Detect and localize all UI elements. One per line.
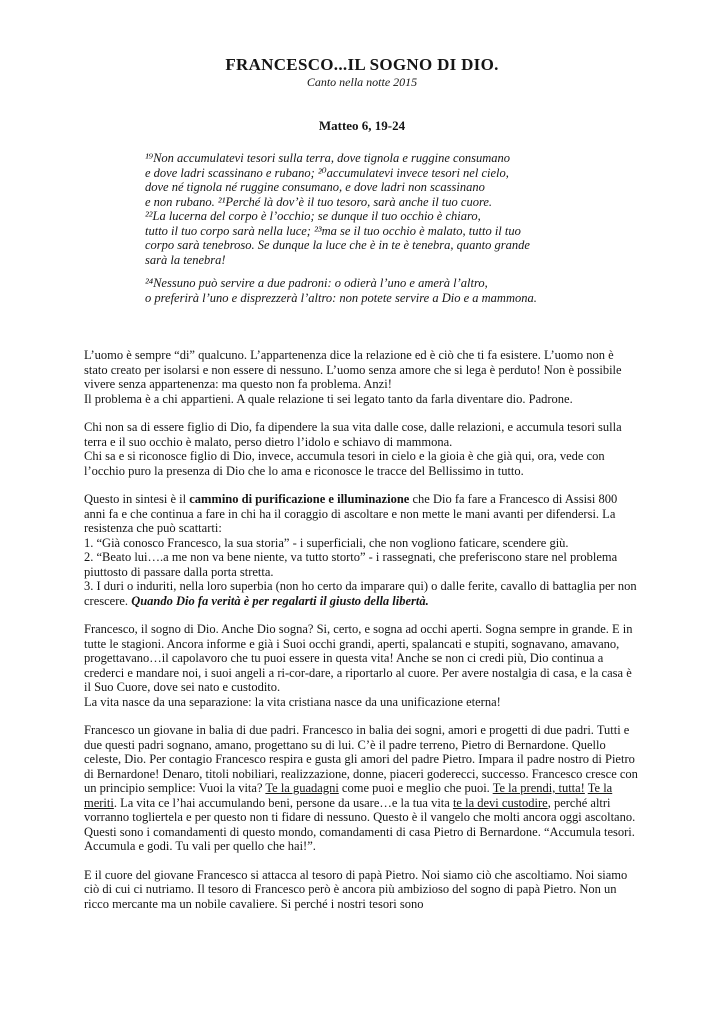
- text-run: Francesco un giovane in balia di due padri. Francesco in balia dei sogni, amori e progetti di due padri. Tutti e due questi padri sognano, amano, progettano su di lui. C’è il padre terreno, Pietro di Bernardone. Quello celeste, Dio. Per contagio Francesco respira e gusta gli amori del padre Pietro. Impara il padre nostro di Pietro di Bernardone! Denaro, titoli nobiliari, realizzazione, donne, piaceri goderecci, successo. Francesco cresce con un principio semplice: Vuoi la vita?: [84, 723, 638, 795]
- text-run: 3. I duri o induriti, nella loro superbia (non ho certo da imparare qui) o dalle ferite, cavallo di battaglia per non crescere.: [84, 579, 637, 608]
- text-run: che Dio fa fare a Francesco di Assisi 800 anni fa e che continua a fare in chi ha il coraggio di ascoltare e non mette le mani avanti per difendersi. La resistenza che può scattarti:: [84, 492, 618, 535]
- scripture-line: sarà la tenebra!: [145, 252, 226, 267]
- text-run: Quando Dio fa verità è per regalarti il giusto della libertà.: [131, 593, 429, 608]
- text-run: . La vita ce l’hai accumulando beni, persone da usare…e la tua vita: [113, 795, 453, 810]
- paragraph: [84, 723, 640, 854]
- text-run: Chi sa e si riconosce figlio di Dio, invece, accumula tesori in cielo e la gioia è che già qui, ora, vede con l’occhio puro la presenza di Dio che lo ama e riconosce le tracce del Bellissimo in tutto.: [84, 449, 605, 478]
- document-title: FRANCESCO...IL SOGNO DI DIO.: [225, 55, 499, 74]
- text-run: Chi non sa di essere figlio di Dio, fa dipendere la sua vita dalle cose, dalle relazioni, e accumula tesori sulla terra e il suo occhio è malato, perso dietro l’idolo e schiavo di mammona.: [84, 420, 622, 449]
- text-run: E il cuore del giovane Francesco si attacca al tesoro di papà Pietro. Noi siamo ciò che ascoltiamo. Noi siamo ciò di cui ci nutriamo. Il tesoro di Francesco però è ancora più ambizioso del sogno di papà Pietro. Non un ricco mercante ma un nobile cavaliere. Si perché i nostri tesori sono: [84, 867, 628, 911]
- text-run: Il problema è a chi appartieni. A quale relazione ti sei legato tanto da farla diventare dio. Padrone.: [84, 391, 573, 406]
- text-run: cammino di purificazione e illuminazione: [189, 492, 410, 506]
- paragraph: [84, 348, 640, 406]
- scripture-stanza: [145, 276, 640, 305]
- text-run: Te la meriti: [84, 781, 613, 810]
- scripture-line: dove né tignola né ruggine consumano, e dove ladri non scassinano: [145, 180, 485, 194]
- text-run: Te la guadagni: [265, 781, 339, 795]
- scripture-line: ²²La lucerna del corpo è l’occhio; se dunque il tuo occhio è chiaro,: [145, 209, 481, 223]
- text-run: , perché altri vorranno togliertela e per questo non ti fidare di nessuno. Questo è il vangelo che molti ancora oggi ascoltano. Questi sono i comandamenti di questo mondo, comandamenti di casa Pietro di Bernardone. “Accumula tesori. Accumula e godi. Tu vali per quello che hai!”.: [84, 795, 636, 853]
- document-subtitle: Canto nella notte 2015: [306, 75, 418, 89]
- scripture-line: ¹⁹Non accumulatevi tesori sulla terra, dove tignola e ruggine consumano: [145, 151, 510, 165]
- text-run: Questo in sintesi è il: [84, 492, 190, 506]
- scripture-line: e non rubano. ²¹Perché là dov’è il tuo tesoro, sarà anche il tuo cuore.: [145, 194, 493, 209]
- text-run: come puoi e meglio che puoi.: [338, 781, 493, 795]
- text-run: 2. “Beato lui….a me non va bene niente, va tutto storto” - i rassegnati, che preferiscono stare nel problema piuttosto di passare dalla porta stretta.: [84, 550, 618, 579]
- scripture-reference: Matteo 6, 19-24: [318, 118, 406, 133]
- paragraph: [84, 868, 640, 912]
- paragraph: [84, 420, 640, 478]
- scripture-line: corpo sarà tenebroso. Se dunque la luce che è in te è tenebra, quanto grande: [145, 238, 530, 252]
- paragraph: [84, 622, 640, 709]
- document-body: [84, 348, 640, 911]
- text-run: L’uomo è sempre “di” qualcuno. L’appartenenza dice la relazione ed è ciò che ti fa esistere. L’uomo non è stato creato per isolarsi e non essere di nessuno. L’uomo senza amore che si lega è perduto! Non è possibile vivere senza appartenenza: ma questo non fa problema. Anzi!: [84, 348, 622, 391]
- paragraph: [84, 492, 640, 608]
- text-run: 1. “Già conosco Francesco, la sua storia” - i superficiali, che non vogliono faticare, scendere giù.: [84, 535, 569, 550]
- text-run: Francesco, il sogno di Dio. Anche Dio sogna? Si, certo, e sogna ad occhi aperti. Sogna sempre in grande. E in tutte le stagioni. Ancora informe e già i Suoi occhi grandi, aperti, spalancati e stupiti, sognavano, amavano, progettavano…il capolavoro che tu puoi essere in questa vita! Anche se non ci credi più, Dio continua a crederci e mandare noi, i suoi angeli a ri-cor-dare, a riportarlo al cuore. Per avere nostalgia di casa, e la casa è il Suo Cuore, dove sei nato e custodito.: [84, 622, 633, 694]
- scripture-quote: [145, 151, 640, 305]
- scripture-line: tutto il tuo corpo sarà nella luce; ²³ma se il tuo occhio è malato, tutto il tuo: [145, 223, 521, 238]
- scripture-line: ²⁴Nessuno può servire a due padroni: o odierà l’uno e amerà l’altro,: [145, 276, 488, 290]
- text-run: Te la prendi, tutta!: [492, 781, 585, 795]
- text-run: te la devi custodire: [452, 795, 548, 810]
- scripture-line: o preferirà l’uno e disprezzerà l’altro: non potete servire a Dio e a mammona.: [145, 290, 537, 305]
- scripture-line: e dove ladri scassinano e rubano; ²⁰accumulatevi invece tesori nel cielo,: [145, 165, 509, 180]
- scripture-stanza: [145, 151, 640, 267]
- text-run: La vita nasce da una separazione: la vita cristiana nasce da una unificazione eterna!: [84, 694, 501, 709]
